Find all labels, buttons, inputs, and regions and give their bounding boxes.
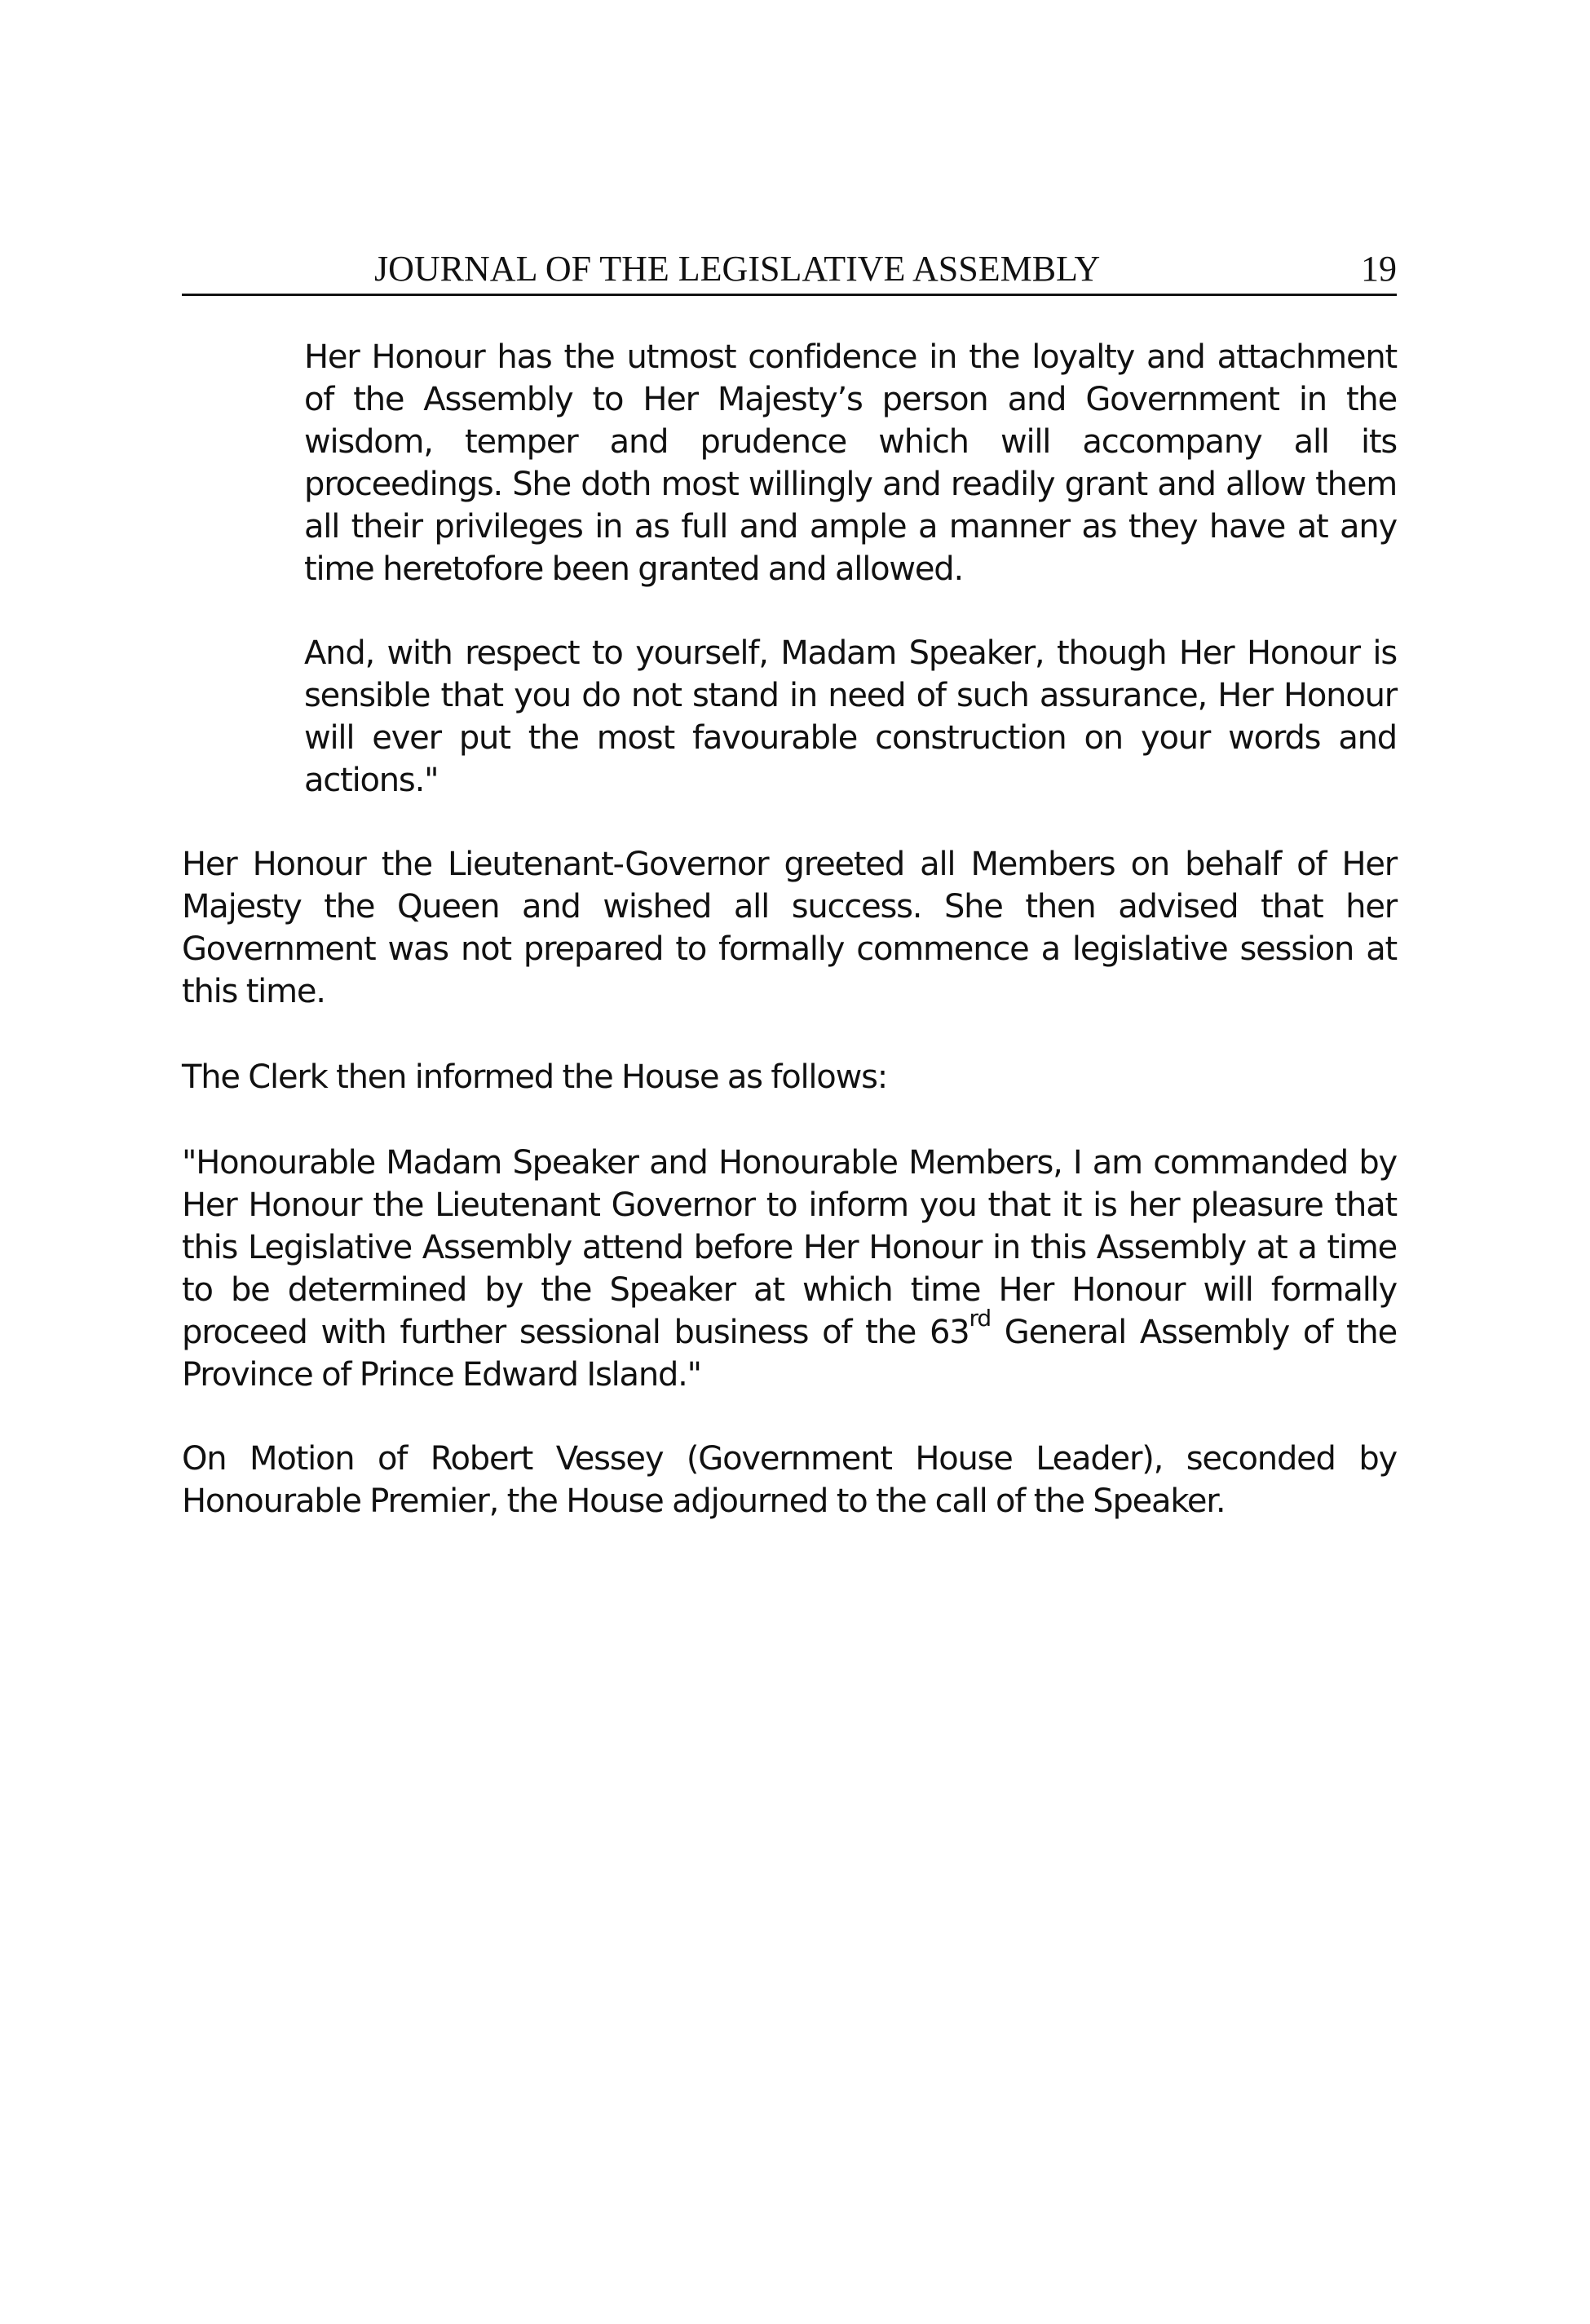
journal-title: JOURNAL OF THE LEGISLATIVE ASSEMBLY [374, 249, 1101, 289]
paragraph-adjournment-motion: On Motion of Robert Vessey (Government House Leader), seconded by Honourable Premier, the House adjourned to the call of the Speaker. [182, 1440, 1397, 1520]
announcement-text-after: General Assembly of the Province of Prince Edward Island." [182, 1314, 1397, 1394]
paragraph-royal-response: Her Honour has the utmost confidence in the loyalty and attachment of the Assembly to Her Majesty’s person and Government in the wisdom, temper and prudence which will accompany all its proceedings. She doth most willingly and readily grant and allow them all their privileges in as full and ample a manner as they have at any time heretofore been granted and allowed. [304, 338, 1397, 588]
announcement-text-before: "Honourable Madam Speaker and Honourable Members, I am commanded by Her Honour the Lieutenant Governor to inform you that it is her pleasure that this Legislative Assembly attend before Her Honour in this Assembly at a time to be determined by the Speaker at which time Her Honour will formally proceed with further sessional business of the 63 [182, 1144, 1397, 1351]
ordinal-superscript: rd [969, 1305, 991, 1332]
page-number: 19 [1361, 249, 1397, 289]
paragraph-clerk-intro: The Clerk then informed the House as follows: [182, 1058, 888, 1096]
paragraph-clerk-announcement [182, 1142, 1397, 1396]
paragraph-speaker-assurance: And, with respect to yourself, Madam Speaker, though Her Honour is sensible that you do not stand in need of such assurance, Her Honour will ever put the most favourable construction on your words and actions." [304, 634, 1397, 799]
running-header [182, 245, 1397, 296]
paragraph-lieutenant-governor-greeting: Her Honour the Lieutenant-Governor greeted all Members on behalf of Her Majesty the Queen and wished all success. She then advised that her Government was not prepared to formally commence a legislative session at this time. [182, 846, 1397, 1010]
